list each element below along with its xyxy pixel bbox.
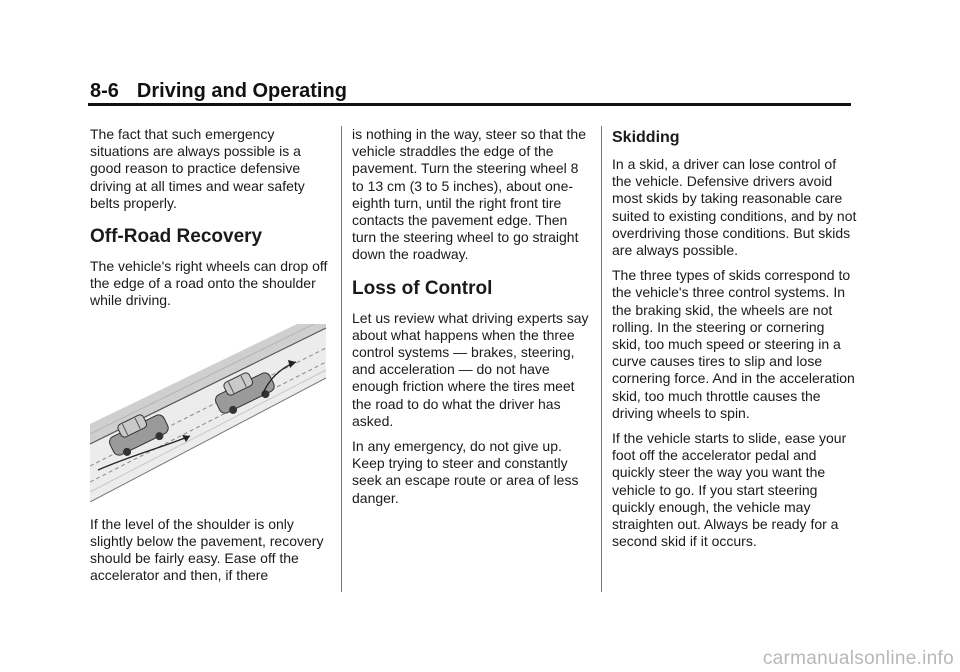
page-header xyxy=(90,80,850,103)
column-3 xyxy=(612,126,857,558)
off-road-recovery-heading: Off-Road Recovery xyxy=(90,226,263,248)
off-road-paragraph-2: If the level of the shoulder is only slightly below the pavement, recovery should be fairly easy. Ease off the accelerator and then, if there xyxy=(90,515,324,584)
column-divider-1 xyxy=(341,126,342,592)
column-2 xyxy=(352,126,592,515)
column-divider-2 xyxy=(601,126,602,592)
steering-paragraph: is nothing in the way, steer so that the vehicle straddles the edge of the pavement. Turn the steering wheel 8 to 13 cm (3 to 5 inches), about one-eighth turn, until the right front tire contacts the pavement edge. Then turn the steering wheel to go straight down the roadway. xyxy=(352,126,586,263)
section-title: Driving and Operating xyxy=(136,80,347,102)
intro-paragraph: The fact that such emergency situations are always possible is a good reason to practice defensive driving at all times and wear safety belts properly. xyxy=(90,126,305,211)
skidding-paragraph-1: In a skid, a driver can lose control of the vehicle. Defensive drivers avoid most skids by taking reasonable care suited to existing conditions, and by not overdriving those conditions. But skids are always possible. xyxy=(612,156,857,259)
skidding-heading: Skidding xyxy=(612,129,680,146)
header-rule xyxy=(88,103,851,106)
skidding-paragraph-2: The three types of skids correspond to the vehicle's three control systems. In the braking skid, the wheels are not rolling. In the steering or cornering skid, too much speed or steering in a curve causes tires to slip and lose cornering force. And in the acceleration skid, too much throttle causes the driving wheels to spin. xyxy=(612,267,855,421)
watermark: carmanualsonline.info xyxy=(762,648,954,669)
off-road-paragraph-1: The vehicle's right wheels can drop off the edge of a road onto the shoulder while driving. xyxy=(90,258,328,309)
loss-of-control-heading: Loss of Control xyxy=(352,277,493,299)
column-1 xyxy=(90,126,330,592)
page-number: 8-6 xyxy=(90,80,119,102)
loss-of-control-paragraph-1: Let us review what driving experts say about what happens when the three control systems — brakes, steering, and acceleration — do not have enough friction where the tires meet the road to do what the driver has asked. xyxy=(352,309,589,429)
skidding-paragraph-3: If the vehicle starts to slide, ease your foot off the accelerator pedal and quickly steer the way you want the vehicle to go. If you start steering quickly enough, the vehicle may straighten out. Always be ready for a second skid if it occurs. xyxy=(612,430,847,550)
loss-of-control-paragraph-2: In any emergency, do not give up. Keep trying to steer and constantly seek an escape route or area of less danger. xyxy=(352,438,579,506)
off-road-recovery-illustration xyxy=(90,324,326,502)
